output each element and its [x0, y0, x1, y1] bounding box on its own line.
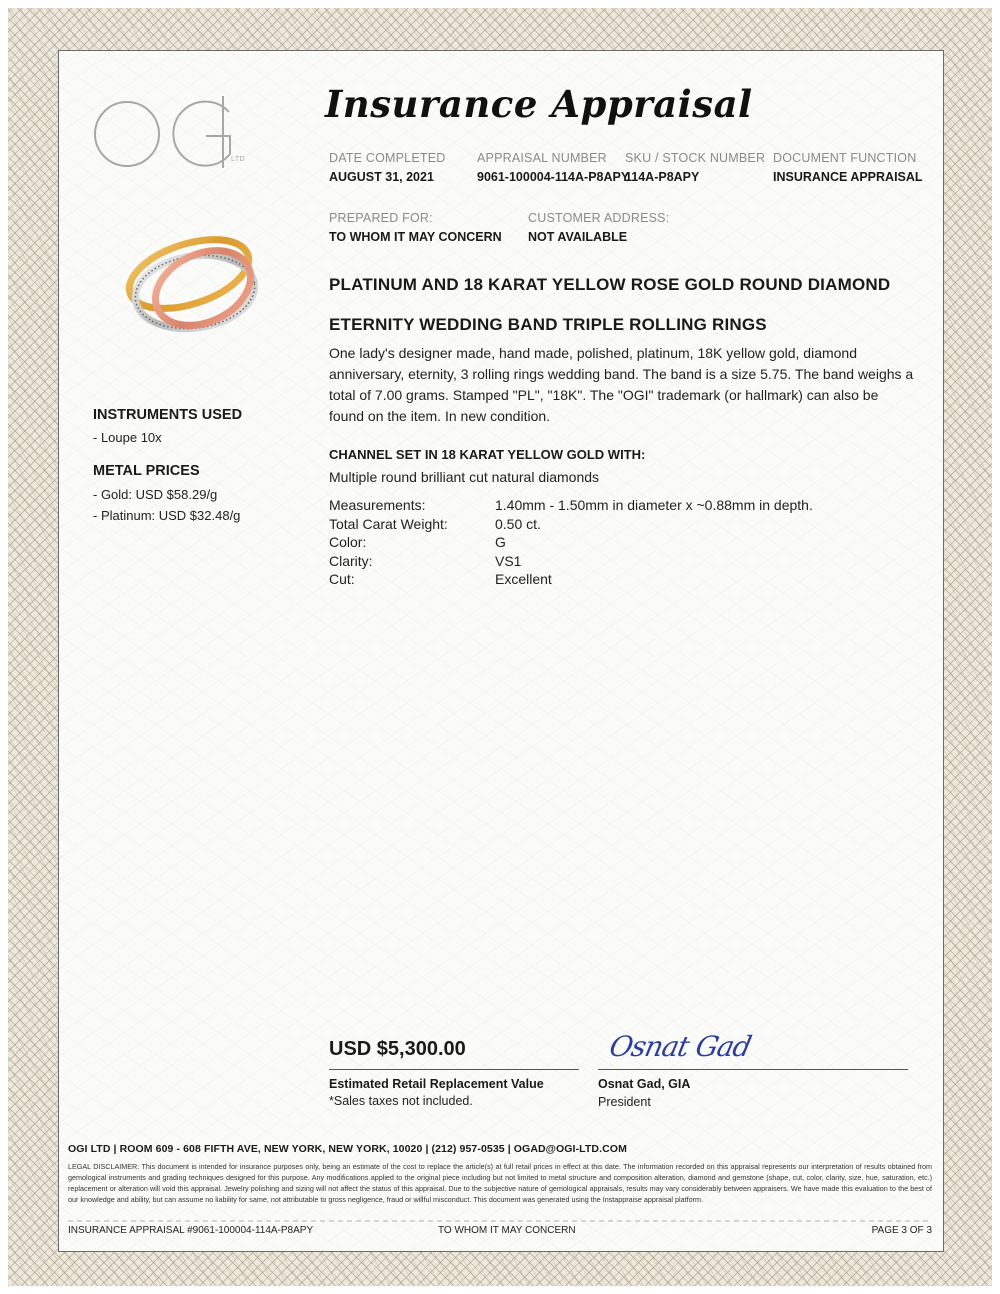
- page-title: Insurance Appraisal: [325, 82, 753, 126]
- spec-key: Cut:: [329, 571, 355, 587]
- spec-key: Measurements:: [329, 497, 426, 513]
- date-completed-label: DATE COMPLETED: [329, 151, 446, 165]
- spec-row-cut: [329, 571, 909, 590]
- document-function-value: INSURANCE APPRAISAL: [773, 170, 923, 184]
- metal-price-platinum: - Platinum: USD $32.48/g: [93, 508, 241, 523]
- sales-tax-note: *Sales taxes not included.: [329, 1094, 473, 1108]
- price-rule: [329, 1069, 579, 1070]
- sku-label: SKU / STOCK NUMBER: [625, 151, 766, 165]
- signer-name: Osnat Gad, GIA: [598, 1077, 691, 1091]
- ring-photo: [107, 222, 267, 352]
- spec-value: G: [495, 534, 506, 550]
- stones-line: Multiple round brilliant cut natural diamonds: [329, 469, 600, 485]
- product-title-line1: PLATINUM AND 18 KARAT YELLOW ROSE GOLD ROUND DIAMOND: [329, 275, 891, 294]
- appraisal-number-value: 9061-100004-114A-P8APY: [477, 170, 629, 184]
- signature-script: Osnat Gad: [606, 1030, 754, 1063]
- spec-row-carat: [329, 516, 909, 535]
- signer-role: President: [598, 1095, 651, 1109]
- metal-price-gold: - Gold: USD $58.29/g: [93, 487, 218, 502]
- product-description: One lady's designer made, hand made, polished, platinum, 18K yellow gold, diamond anniversary, eternity, 3 rolling rings wedding band. The band is a size 5.75. The band weighs a total of 7.00 grams. Stamped "PL", "18K". The "OGI" trademark (or hallmark) can also be found on the item. In new condition.: [329, 345, 914, 424]
- date-completed-value: AUGUST 31, 2021: [329, 170, 434, 184]
- spec-value: 0.50 ct.: [495, 516, 541, 532]
- footer-appraisal-ref: INSURANCE APPRAISAL #9061-100004-114A-P8APY: [68, 1225, 314, 1236]
- prepared-for-label: PREPARED FOR:: [329, 211, 433, 225]
- customer-address-value: NOT AVAILABLE: [528, 230, 628, 244]
- signature-rule: [598, 1069, 908, 1070]
- sku-value: 114A-P8APY: [625, 170, 700, 184]
- customer-address-label: CUSTOMER ADDRESS:: [528, 211, 670, 225]
- footer-recipient: TO WHOM IT MAY CONCERN: [438, 1225, 576, 1236]
- page-number: PAGE 3 OF 3: [871, 1225, 932, 1236]
- spec-key: Clarity:: [329, 553, 373, 569]
- appraised-price: USD $5,300.00: [329, 1038, 466, 1060]
- instrument-item: - Loupe 10x: [93, 430, 162, 445]
- document-function-label: DOCUMENT FUNCTION: [773, 151, 917, 165]
- appraisal-number-label: APPRAISAL NUMBER: [477, 151, 607, 165]
- prepared-for-value: TO WHOM IT MAY CONCERN: [329, 230, 502, 244]
- spec-value: 1.40mm - 1.50mm in diameter x ~0.88mm in depth.: [495, 497, 813, 513]
- instruments-heading: INSTRUMENTS USED: [93, 407, 243, 423]
- channel-heading: CHANNEL SET IN 18 KARAT YELLOW GOLD WITH:: [329, 447, 646, 462]
- spec-key: Total Carat Weight:: [329, 516, 448, 532]
- spec-key: Color:: [329, 534, 367, 550]
- signature: [606, 1030, 753, 1063]
- spec-row-clarity: [329, 553, 909, 572]
- value-label: Estimated Retail Replacement Value: [329, 1077, 544, 1091]
- spec-row-color: [329, 534, 909, 553]
- spec-value: Excellent: [495, 571, 552, 587]
- product-title-line2: ETERNITY WEDDING BAND TRIPLE ROLLING RINGS: [329, 315, 767, 334]
- logo-text: [94, 92, 96, 93]
- spec-row-measurements: [329, 497, 909, 516]
- ogi-logo: [94, 92, 249, 172]
- legal-disclaimer: LEGAL DISCLAIMER: This document is intended for insurance purposes only, being an estimate of the cost to replace the article(s) at full retail prices in effect at this date. The information recorded on this appraisal represents our interpretation of results obtained from gemological instruments and grading techniques designed for this purpose. Any modifications applied to the original piece including but not limited to metal structure and composition alteration, diamond and gemstone (shape, cut, color, clarity, size, hue, saturation, etc.) replacement or alteration will void this appraisal. Jewelry polishing and sizing will not affect the status of this appraisal. Due to the subjective nature of gemological appraisals, results may vary considerably between appraisers. We have made this evaluation to the best of our knowledge and ability, but can assume no liability for same, not attributable to gross negligence, fraud or willful misconduct. This document was generated using the Instappraise appraisal platform.: [68, 1162, 932, 1204]
- logo-suffix: LTD: [231, 156, 246, 163]
- footer-divider: [68, 1220, 932, 1222]
- spec-value: VS1: [495, 553, 522, 569]
- metal-prices-heading: METAL PRICES: [93, 463, 200, 479]
- company-footer: OGI LTD | ROOM 609 - 608 FIFTH AVE, NEW YORK, NEW YORK, 10020 | (212) 957-0535 | OGAD@OGI-LTD.COM: [68, 1143, 627, 1155]
